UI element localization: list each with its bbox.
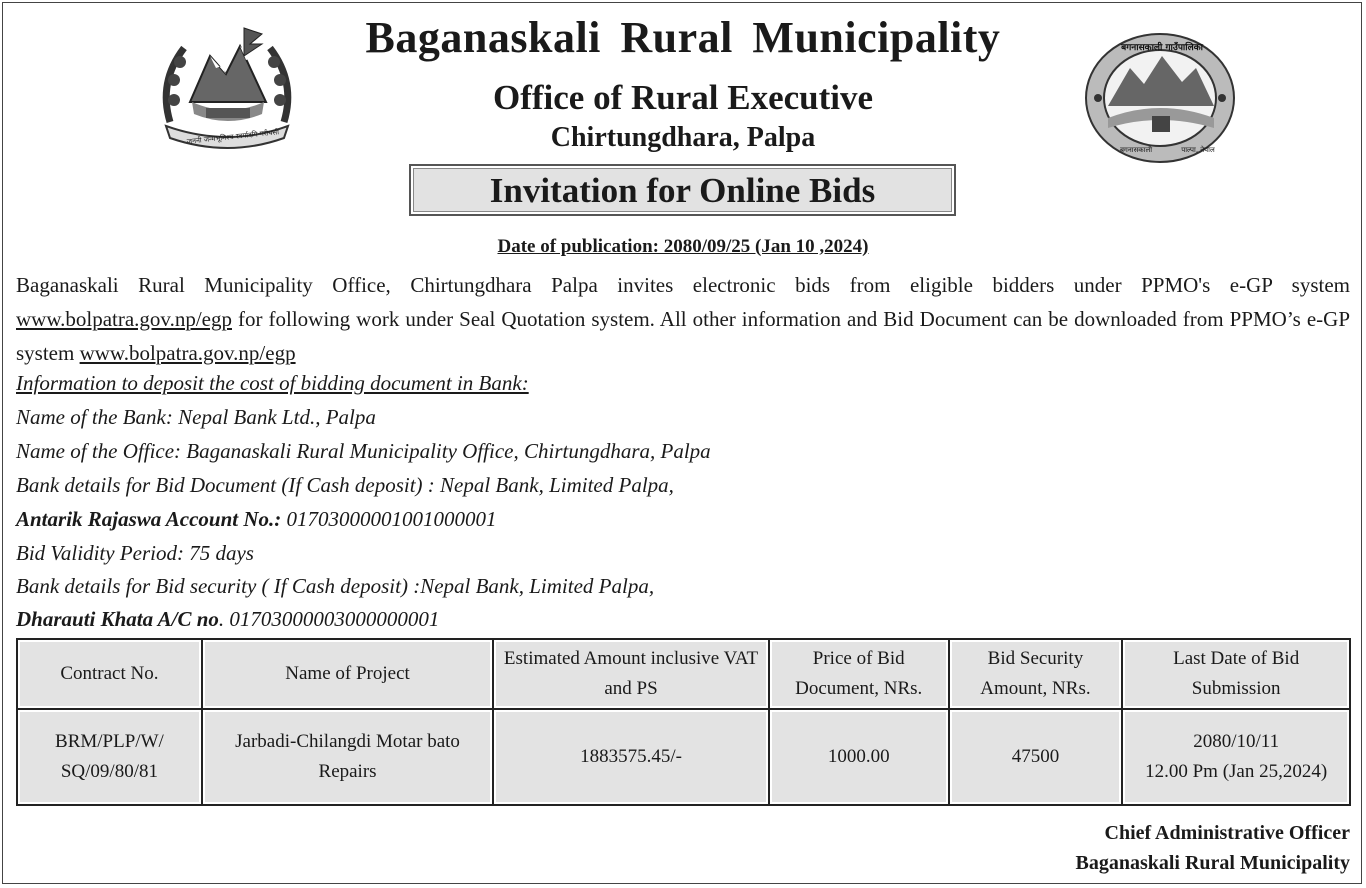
intro-text-1: Baganaskali Rural Municipality Office, Chirtungdhara Palpa invites electronic bids from eligible bidders under PPMO's e-GP system (16, 273, 1350, 297)
notice-title: Invitation for Online Bids (489, 171, 876, 210)
cell-project: Jarbadi-Chilangdi Motar bato Repairs (202, 709, 493, 805)
cell-doc-price: 1000.00 (769, 709, 949, 805)
intro-text-2: for following work under Seal Quotation system. All other information and Bid Document can be downloaded from PPMO’s e-GP system (16, 307, 1350, 365)
seal-top-text: बगनासकाली गाउँपालिका (1121, 43, 1203, 53)
location-title: Chirtungdhara, Palpa (550, 122, 816, 153)
intro-paragraph (16, 268, 1350, 370)
signatory-title: Chief Administrative Officer (1104, 822, 1350, 844)
table-row (17, 709, 1350, 805)
deposit-account: . 01703000003000000001 (218, 607, 440, 631)
cell-deadline (1122, 709, 1350, 805)
office-name-line: Name of the Office: Baganaskali Rural Municipality Office, Chirtungdhara, Palpa (16, 439, 711, 463)
table-header-row (17, 639, 1350, 709)
revenue-label: Antarik Rajaswa Account No.: (16, 507, 282, 531)
bank-info-heading: Information to deposit the cost of bidding document in Bank: (16, 371, 529, 395)
header-doc-price: Price of Bid Document, NRs. (769, 639, 949, 709)
cell-estimate: 1883575.45/- (493, 709, 769, 805)
header-project: Name of Project (202, 639, 493, 709)
header-contract-no: Contract No. (17, 639, 202, 709)
deposit-account-line (16, 607, 439, 632)
egp-link[interactable]: www.bolpatra.gov.np/egp (16, 307, 232, 331)
header-security: Bid Security Amount, NRs. (949, 639, 1123, 709)
cell-security: 47500 (949, 709, 1123, 805)
header-estimate: Estimated Amount inclusive VAT and PS (493, 639, 769, 709)
municipality-title: Baganaskali Rural Municipality (365, 13, 1001, 62)
deposit-label: Dharauti Khata A/C no (16, 607, 219, 631)
deadline-time: 12.00 Pm (Jan 25,2024) (1145, 761, 1328, 782)
office-title: Office of Rural Executive (492, 78, 874, 117)
publication-date: Date of publication: 2080/09/25 (Jan 10 ,2024) (497, 236, 869, 257)
seal-bottom-right-text: पाल्पा, नेपाल (1181, 146, 1215, 154)
doc-bank-line: Bank details for Bid Document (If Cash deposit) : Nepal Bank, Limited Palpa, (16, 473, 674, 497)
cell-contract-no: BRM/PLP/W/ SQ/09/80/81 (17, 709, 202, 805)
seal-bottom-left-text: बगनासकाली (1119, 146, 1153, 154)
header-deadline: Last Date of Bid Submission (1122, 639, 1350, 709)
coat-of-arms-motto: जननी जन्मभूमिश्च स्वर्गादपि गरीयसी (186, 128, 280, 146)
bank-name-line: Name of the Bank: Nepal Bank Ltd., Palpa (16, 405, 376, 429)
egp-link-2[interactable]: www.bolpatra.gov.np/egp (79, 341, 296, 365)
signatory-org: Baganaskali Rural Municipality (1075, 852, 1350, 874)
revenue-account-line (16, 507, 497, 532)
security-bank-line: Bank details for Bid security ( If Cash deposit) :Nepal Bank, Limited Palpa, (16, 574, 655, 598)
notice-title-box (409, 164, 956, 216)
deadline-date: 2080/10/11 (1193, 731, 1280, 752)
validity-line: Bid Validity Period: 75 days (16, 541, 254, 565)
revenue-account: 01703000001001000001 (281, 507, 497, 531)
bid-table (16, 638, 1351, 806)
